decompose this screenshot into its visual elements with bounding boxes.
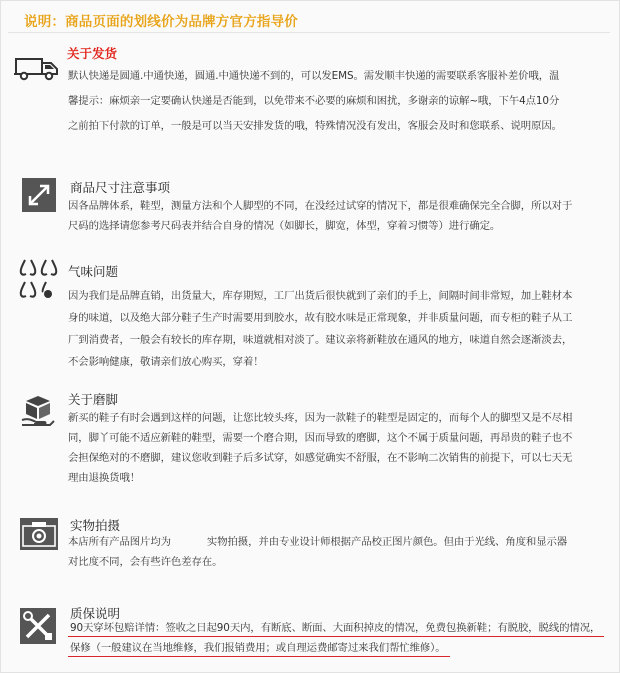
- warranty-line-text: 保修（一般建议在当地维修，我们报销费用；或自理运费邮寄过来我们帮忙维修）。: [70, 642, 446, 654]
- odor-text: [68, 286, 572, 372]
- resize-arrow-icon: [22, 178, 56, 212]
- photos-line: [68, 532, 567, 552]
- odor-line: 因为我们是品牌直销，出货量大，库存期短，工厂出货后很快就到了亲们的手上，间隔时间非常短，加上鞋材本: [68, 290, 573, 302]
- odor-title: 气味问题: [68, 264, 119, 279]
- warranty-line: [70, 638, 446, 658]
- warranty-line: [70, 618, 600, 638]
- shipping-text: [68, 66, 562, 136]
- photos-line-start: 本店所有产品图片均为: [68, 536, 171, 548]
- shipping-line: 馨提示：麻烦亲一定要确认快递是否能到，以免带来不必要的麻烦和困扰，多谢亲的谅解~哦，下午4点10分: [68, 95, 560, 107]
- delivery-truck-icon: [14, 56, 60, 82]
- package-hand-icon: [20, 394, 56, 428]
- shipping-line: 默认快递是圆通.中通快递，圆通.中通快递不到的，可以发EMS。需发顺丰快递的需要联系客服补差价哦，温: [68, 70, 560, 82]
- wrench-tools-icon: [20, 608, 56, 644]
- shipping-line: 之前拍下付款的订单，一般是可以当天安排发货的哦，特殊情况没有发出，客服会及时和您联系、说明原因。: [68, 120, 562, 132]
- camera-icon: [20, 518, 58, 550]
- sizing-line: 因各品牌体系，鞋型，测量方法和个人脚型的不同，在没经过试穿的情况下，都是很难确保完全合脚，所以对于: [68, 200, 573, 212]
- price-notice-banner: 说明：商品页面的划线价为品牌方官方指导价: [24, 14, 298, 30]
- odor-line: 不会影响健康，敬请亲们放心购买，穿着！: [68, 356, 264, 368]
- photos-line: 对比度不同，会有些许色差存在。: [68, 556, 223, 568]
- warranty-text: [70, 618, 600, 658]
- chafing-line: 同，脚丫可能不适应新鞋的鞋型，需要一个磨合期，因而导致的磨脚，这个不属于质量问题，再昂贵的鞋子也不: [68, 432, 573, 444]
- sizing-line: 尺码的选择请您参考尺码表并结合自身的情况（如脚长，脚宽，体型，穿着习惯等）进行确定。: [68, 220, 501, 232]
- odor-line: 厂到消费者，一般会有较长的库存期，味道就相对淡了。建议亲将新鞋放在通风的地方，味道自然会逐渐淡去，: [68, 334, 573, 346]
- photos-line-end: 实物拍摄，并由专业设计师根据产品校正图片颜色。但由于光线、角度和显示器: [206, 536, 568, 548]
- nose-smell-icon: [16, 258, 60, 302]
- warranty-line-text: 90天穿坏包赔详情：签收之日起90天内，有断底、断面、大面积掉皮的情况，免费包换新鞋；有脱胶，脱线的情况，: [70, 622, 601, 634]
- chafing-title: 关于磨脚: [68, 392, 119, 407]
- chafing-line: 新买的鞋子有时会遇到这样的问题，让您比较头疼，因为一款鞋子的鞋型是固定的，而每个人的脚型又是不尽相: [68, 412, 573, 424]
- photos-text: [68, 532, 567, 572]
- sizing-title: 商品尺寸注意事项: [70, 180, 171, 195]
- odor-line: 身的味道，以及绝大部分鞋子生产时需要用到胶水，故有胶水味是正常现象，并非质量问题，而专柜的鞋子从工: [68, 312, 573, 324]
- chafing-text: [68, 408, 572, 488]
- shipping-title: 关于发货: [67, 46, 118, 61]
- warranty-underline: [68, 656, 450, 657]
- sizing-text: [68, 196, 572, 236]
- chafing-line: 会担保绝对的不磨脚，建议您收到鞋子后多试穿，如感觉确实不舒服，在不影响二次销售的前提下，可以七天无: [68, 452, 573, 464]
- photos-title: 实物拍摄: [70, 518, 121, 533]
- warranty-underline: [68, 636, 604, 637]
- chafing-line: 理由退换货哦！: [68, 472, 141, 484]
- warranty-title: 质保说明: [70, 606, 121, 621]
- banner-divider: [8, 32, 610, 33]
